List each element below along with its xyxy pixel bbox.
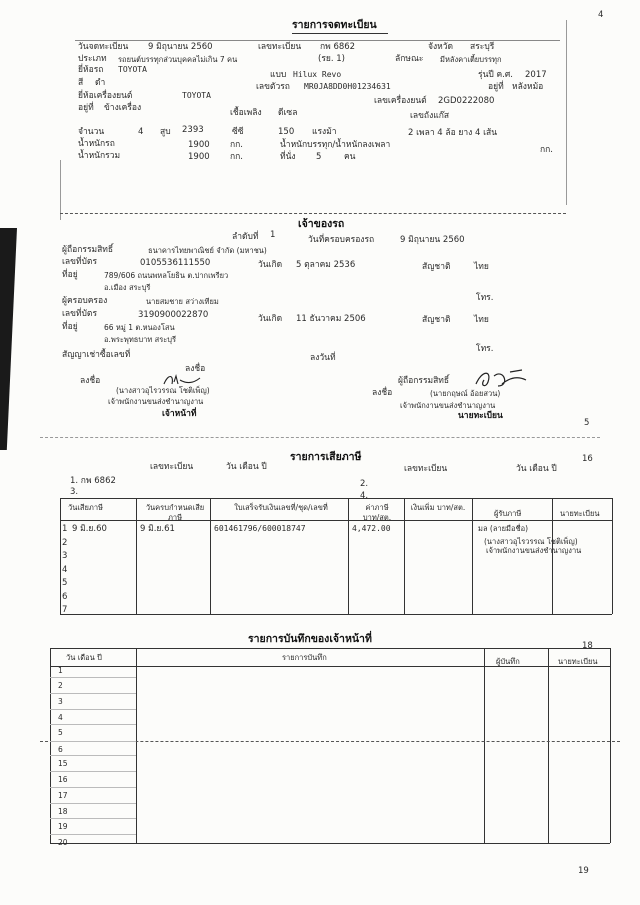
type-code: (รย. 1) <box>318 54 345 64</box>
tax-row-number: 1 <box>62 524 68 534</box>
province: สระบุรี <box>470 42 495 52</box>
notes-row-line <box>50 834 136 835</box>
reg-date-label: วันจดทะเบียน <box>78 42 129 52</box>
seats: 5 <box>316 152 322 162</box>
id-no-2: 3190900022870 <box>138 310 209 320</box>
registrar-position: เจ้าพนักงานขนส่งชำนาญงาน <box>400 401 496 410</box>
notes-row-number: 20 <box>58 838 68 847</box>
page-number-bottom: 19 <box>578 866 589 876</box>
nationality-2: ไทย <box>474 315 489 325</box>
gross: 1900 <box>188 152 210 162</box>
contract-label: สัญญาเช่าซื้อเลขที่ <box>62 350 131 360</box>
notes-header-date: วัน เดือน ปี <box>66 653 102 662</box>
weight-unit: กก. <box>230 140 243 150</box>
registrar-role: นายทะเบียน <box>458 411 503 421</box>
model-label: แบบ <box>270 70 287 80</box>
horsepower: 150 <box>278 127 295 137</box>
officer-position: เจ้าพนักงานขนส่งชำนาญงาน <box>108 397 204 406</box>
birth-2: 11 ธันวาคม 2506 <box>296 314 366 324</box>
gross-unit: กก. <box>230 152 243 162</box>
page-number-top: 4 <box>598 10 604 20</box>
officer-name: (นางสาวอุไรวรรณ โชติเพ็ญ) <box>116 386 210 395</box>
tax-row-number: 5 <box>62 578 68 588</box>
notes-row-line <box>50 677 136 678</box>
tax-col-sep <box>404 498 405 614</box>
type-value: รถยนต์บรรทุกส่วนบุคคลไม่เกิน 7 คน <box>118 55 238 64</box>
notes-row-line <box>50 771 136 772</box>
nationality-label: สัญชาติ <box>422 262 451 272</box>
notes-row-number: 15 <box>58 759 68 768</box>
id-label: เลขที่บัตร <box>62 257 98 267</box>
chassis: MR0JA8DD0H01234631 <box>304 82 391 91</box>
engine-brand: TOYOTA <box>182 91 211 100</box>
order: 1 <box>270 230 276 240</box>
engine-no-label: เลขเครื่องยนต์ <box>374 96 427 106</box>
notes-row-number: 17 <box>58 791 68 800</box>
address-line-1: 789/606 ถนนพหลโยธิน ต.ปากเพรียว <box>104 271 229 280</box>
tax-plate-label-left: เลขทะเบียน <box>150 462 194 472</box>
tax-row-collector: มล (ลายมือชื่อ) <box>478 524 529 533</box>
tax-header-surcharge: เงินเพิ่ม บาท/สต. <box>410 503 466 512</box>
owner-divider <box>40 437 600 438</box>
color-label: สี <box>78 78 84 88</box>
notes-row-line <box>50 693 136 694</box>
notes-row-number: 4 <box>58 713 63 722</box>
tax-row-number: 3 <box>62 551 68 561</box>
chassis-label: เลขตัวรถ <box>256 82 290 92</box>
page-number-tax: 16 <box>582 454 593 464</box>
notes-row-number: 6 <box>58 745 63 754</box>
address-line-2: อ.เมือง สระบุรี <box>104 283 151 292</box>
officer-role: เจ้าหน้าที่ <box>162 409 197 419</box>
engine-no: 2GD0222080 <box>438 96 495 106</box>
tax-header-collector: ผู้รับภาษี <box>494 509 522 518</box>
address-line-3: 66 หมู่ 1 ต.หนองโสน <box>104 323 175 332</box>
tax-row-paid-date: 9 มิ.ย.60 <box>72 524 107 534</box>
tax-row-number: 2 <box>62 538 68 548</box>
address-label: ที่อยู่ <box>62 270 78 280</box>
cylinders-label: จำนวน <box>78 127 105 137</box>
order-label: ลำดับที่ <box>232 232 259 242</box>
tax-row-number: 6 <box>62 592 68 602</box>
character-label: ลักษณะ <box>395 54 424 64</box>
notes-row-line <box>50 724 136 725</box>
displacement-unit: ซีซี <box>232 127 244 137</box>
engine-location: ข้างเครื่อง <box>104 103 142 113</box>
possess-date: 9 มิถุนายน 2560 <box>400 235 465 245</box>
type-label: ประเภท <box>78 54 107 64</box>
notes-row-number: 5 <box>58 728 63 737</box>
notes-row-number: 18 <box>58 807 68 816</box>
notes-row-number: 19 <box>58 822 68 831</box>
gross-label: น้ำหนักรวม <box>78 151 121 161</box>
header-rule <box>75 40 560 41</box>
tax-col-sep <box>210 498 211 614</box>
tax-table-top <box>60 498 612 499</box>
nationality: ไทย <box>474 262 489 272</box>
tax-date-label-left: วัน เดือน ปี <box>226 462 267 472</box>
tax-row-number: 4 <box>62 565 68 575</box>
seats-unit: คน <box>344 152 356 162</box>
page-number-notes: 18 <box>582 641 593 651</box>
tax-col-sep <box>472 498 473 614</box>
notes-row-line <box>50 818 136 819</box>
tax-header-amount: ค่าภาษี บาท/สต. <box>362 503 392 522</box>
scan-edge-shadow <box>0 228 17 450</box>
engine-location-label: อยู่ที่ <box>78 103 94 113</box>
tax-col-sep <box>136 498 137 614</box>
tax-row-number: 7 <box>62 605 68 615</box>
reg-date: 9 มิถุนายน 2560 <box>148 42 213 52</box>
load-label: น้ำหนักบรรทุก/น้ำหนักลงเพลา <box>280 140 391 150</box>
tax-col-sep <box>612 498 613 614</box>
tax-header-due-date: วันครบกำหนดเสียภาษี <box>145 503 205 522</box>
phone-label: โทร. <box>476 293 494 303</box>
year-label: รุ่นปี ค.ศ. <box>478 70 513 80</box>
owner-role: ผู้ถือกรรมสิทธิ์ <box>398 376 450 386</box>
tax-plate-4: 4. <box>360 491 369 501</box>
possessor-label: ผู้ครอบครอง <box>62 296 108 306</box>
tax-header-registrar: นายทะเบียน <box>560 509 600 518</box>
model: Hilux Revo <box>293 70 342 79</box>
axle-info: 2 เพลา 4 ล้อ ยาง 4 เส้น <box>408 128 498 138</box>
tax-header-paid-date: วันเสียภาษี <box>68 503 103 512</box>
nationality-label-2: สัญชาติ <box>422 315 451 325</box>
tax-collector-position: เจ้าพนักงานขนส่งชำนาญงาน <box>486 546 582 555</box>
tax-row-receipt: 601461796/600018747 <box>214 524 306 533</box>
birth-label: วันเกิด <box>258 260 283 270</box>
notes-row-line <box>50 741 136 742</box>
tax-title: รายการเสียภาษี <box>290 451 362 463</box>
notes-row-line <box>50 709 136 710</box>
page-number-registration: 5 <box>584 418 590 428</box>
tax-plate-label-right: เลขทะเบียน <box>404 464 448 474</box>
color: ดำ <box>95 78 106 88</box>
birth: 5 ตุลาคม 2536 <box>296 260 356 270</box>
horsepower-unit: แรงม้า <box>312 127 337 137</box>
plate: กพ 6862 <box>320 42 356 52</box>
weight: 1900 <box>188 140 210 150</box>
tax-row-due-date: 9 มิ.ย.61 <box>140 524 175 534</box>
cylinders: 4 <box>138 127 144 137</box>
tax-header-receipt: ใบเสร็จรับเงินเลขที่/ชุด/เลขที่ <box>234 503 328 512</box>
notes-row-number: 3 <box>58 697 63 706</box>
tax-row-amount: 4,472.00 <box>352 524 391 533</box>
plate-label: เลขทะเบียน <box>258 42 302 52</box>
notes-row-number: 16 <box>58 775 68 784</box>
tax-plate-2: 2. <box>360 479 369 489</box>
possess-date-label: วันที่ครอบครองรถ <box>308 235 375 245</box>
notes-header-bottom <box>50 666 610 667</box>
registration-right-edge <box>566 20 567 205</box>
registrar-name: (นายกฤษณ์ อ้อยสวน) <box>430 389 501 398</box>
birth-label-2: วันเกิด <box>258 314 283 324</box>
weight-label: น้ำหนักรถ <box>78 139 115 149</box>
notes-title: รายการบันทึกของเจ้าหน้าที่ <box>248 633 372 645</box>
tax-collector-name: (นางสาวอุไรวรรณ โชติเพ็ญ) <box>484 537 578 546</box>
registration-left-edge <box>60 160 61 220</box>
notes-col-sep <box>484 648 485 843</box>
fuel-label: เชื้อเพลิง <box>230 108 262 118</box>
notes-row-line <box>50 803 136 804</box>
year: 2017 <box>525 70 547 80</box>
tax-col-sep <box>60 498 61 614</box>
notes-row-number: 2 <box>58 681 63 690</box>
id-label-2: เลขที่บัตร <box>62 309 98 319</box>
tax-col-sep <box>348 498 349 614</box>
brand-label: ยี่ห้อรถ <box>78 65 104 75</box>
notes-table-top <box>50 648 610 649</box>
tax-plate-3: 3. <box>70 487 79 497</box>
phone-label-2: โทร. <box>476 344 494 354</box>
contract-date-label: ลงวันที่ <box>310 353 336 363</box>
province-label: จังหวัด <box>428 42 454 52</box>
owner-name: ธนาคารไทยพาณิชย์ จำกัด (มหาชน) <box>148 246 267 255</box>
notes-col-sep <box>610 648 611 843</box>
engine-brand-label: ยี่ห้อเครื่องยนต์ <box>78 91 133 101</box>
load-unit: กก. <box>540 145 553 155</box>
notes-header-entry: รายการบันทึก <box>282 653 327 662</box>
notes-row-number: 1 <box>58 666 63 675</box>
id-no: 0105536111550 <box>140 258 211 268</box>
registration-title-underline <box>292 33 388 34</box>
displacement: 2393 <box>182 125 204 135</box>
character-value: มีหลังคาเตี้ยบรรทุก <box>440 55 502 64</box>
registrar-sign-label: ลงชื่อ <box>372 388 393 398</box>
cylinders-unit: สูบ <box>160 127 171 137</box>
chassis-location-label: อยู่ที่ <box>488 82 504 92</box>
officer-sign-label: ลงชื่อ <box>80 376 101 386</box>
fuel: ดีเซล <box>278 108 298 118</box>
notes-table-bottom <box>50 843 610 844</box>
notes-header-registrar: นายทะเบียน <box>558 657 598 666</box>
notes-row-line <box>50 755 136 756</box>
notes-col-sep <box>548 648 549 843</box>
owner-label: ผู้ถือกรรมสิทธิ์ <box>62 245 114 255</box>
tax-table-bottom <box>60 614 612 615</box>
registration-title: รายการจดทะเบียน <box>292 19 377 31</box>
gas-tank-label: เลขถังแก๊ส <box>410 111 450 121</box>
address-label-2: ที่อยู่ <box>62 322 78 332</box>
notes-row-line <box>50 787 136 788</box>
seats-label: ที่นั่ง <box>280 152 296 162</box>
chassis-location: หลังหม้อ <box>512 82 544 92</box>
tax-col-sep <box>552 498 553 614</box>
brand: TOYOTA <box>118 65 147 74</box>
notes-col-sep <box>136 648 137 843</box>
possessor-name: นายสมชาย สว่างเทียม <box>146 297 219 306</box>
registration-divider <box>60 213 566 214</box>
notes-header-recorder: ผู้บันทึก <box>496 657 520 666</box>
owner-title: เจ้าของรถ <box>298 218 345 230</box>
tax-plate-1: 1. กพ 6862 <box>70 476 116 486</box>
tax-date-label-right: วัน เดือน ปี <box>516 464 557 474</box>
officer-sign-label-2: ลงชื่อ <box>185 364 206 374</box>
address-line-4: อ.พระพุทธบาท สระบุรี <box>104 335 177 344</box>
